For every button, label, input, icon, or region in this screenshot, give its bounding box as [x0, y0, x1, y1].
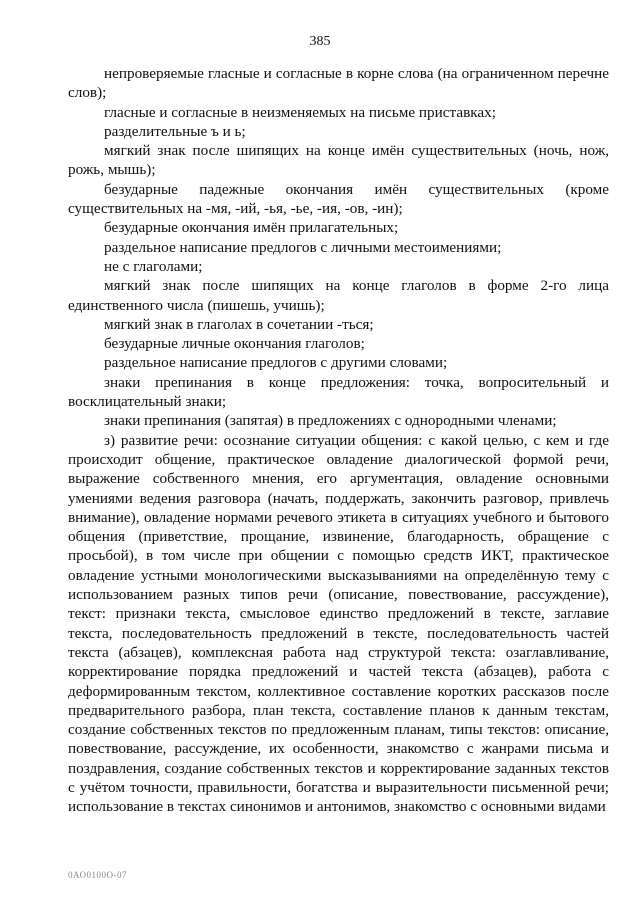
- list-item: мягкий знак после шипящих на конце имён существительных (ночь, нож, рожь, мышь);: [68, 142, 609, 179]
- list-item: безударные личные окончания глаголов;: [104, 335, 365, 353]
- list-item: знаки препинания в конце предложения: точка, вопросительный и восклицательный знаки;: [68, 373, 609, 411]
- footer-code: 0АО0100О-07: [68, 870, 128, 880]
- list-item: безударные окончания имён прилагательных;: [104, 219, 399, 237]
- list-item: раздельное написание предлогов с личными местоимениями;: [104, 238, 502, 256]
- speech-development-paragraph: з) развитие речи: осознание ситуации общения: с какой целью, с кем и где происходит общение, практическое овладение диалогической формой речи, выражение собственного мнения, его аргументация, овладение основными умениями ведения разговора (начать, поддержать, закончить разговор, привлечь внимание), овладение нормами речевого этикета в ситуациях учебного и бытового общения (приветствие, прощание, извинение, благодарность, обращение с просьбой), в том числе при общении с помощью средств ИКТ, практическое овладение устными монологическими высказываниями на определённую тему с использованием разных типов речи (описание, повествование, рассуждение), текст: признаки текста, смысловое единство предложений в тексте, заглавие текста, последовательность предложений в тексте, последовательность частей текста (абзацев), комплексная работа над структурой текста: озаглавливание, корректирование порядка предложений и частей текста (абзацев), работа с деформированным текстом, коллективное составление коротких рассказов после предварительного разбора, план текста, составление планов к данным текстам, создание собственных текстов по предложенным планам, типы текстов: описание, повествование, рассуждение, их особенности, знакомство с жанрами письма и поздравления, создание собственных текстов и корректирование заданных текстов с учётом точности, правильности, богатства и выразительности письменной речи; использование в текстах синонимов и антонимов, знакомство с основными видами: [68, 431, 609, 816]
- list-item: непроверяемые гласные и согласные в корне слова (на ограниченном перечне слов);: [68, 65, 609, 102]
- list-item: знаки препинания (запятая) в предложениях с однородными членами;: [104, 412, 557, 430]
- list-item: разделительные ъ и ь;: [104, 122, 246, 140]
- list-item: не с глаголами;: [104, 257, 203, 275]
- document-body: [68, 64, 609, 817]
- page-number: 385: [309, 34, 331, 49]
- list-item: раздельное написание предлогов с другими словами;: [104, 354, 448, 372]
- list-item: безударные падежные окончания имён существительных (кроме существительных на -мя, -ий, -ья, -ье, -ия, -ов, -ин);: [68, 180, 609, 218]
- list-item: мягкий знак после шипящих на конце глаголов в форме 2-го лица единственного числа (пишешь, учишь);: [68, 277, 609, 314]
- list-item: мягкий знак в глаголах в сочетании -ться;: [104, 315, 374, 333]
- list-item: гласные и согласные в неизменяемых на письме приставках;: [104, 103, 496, 121]
